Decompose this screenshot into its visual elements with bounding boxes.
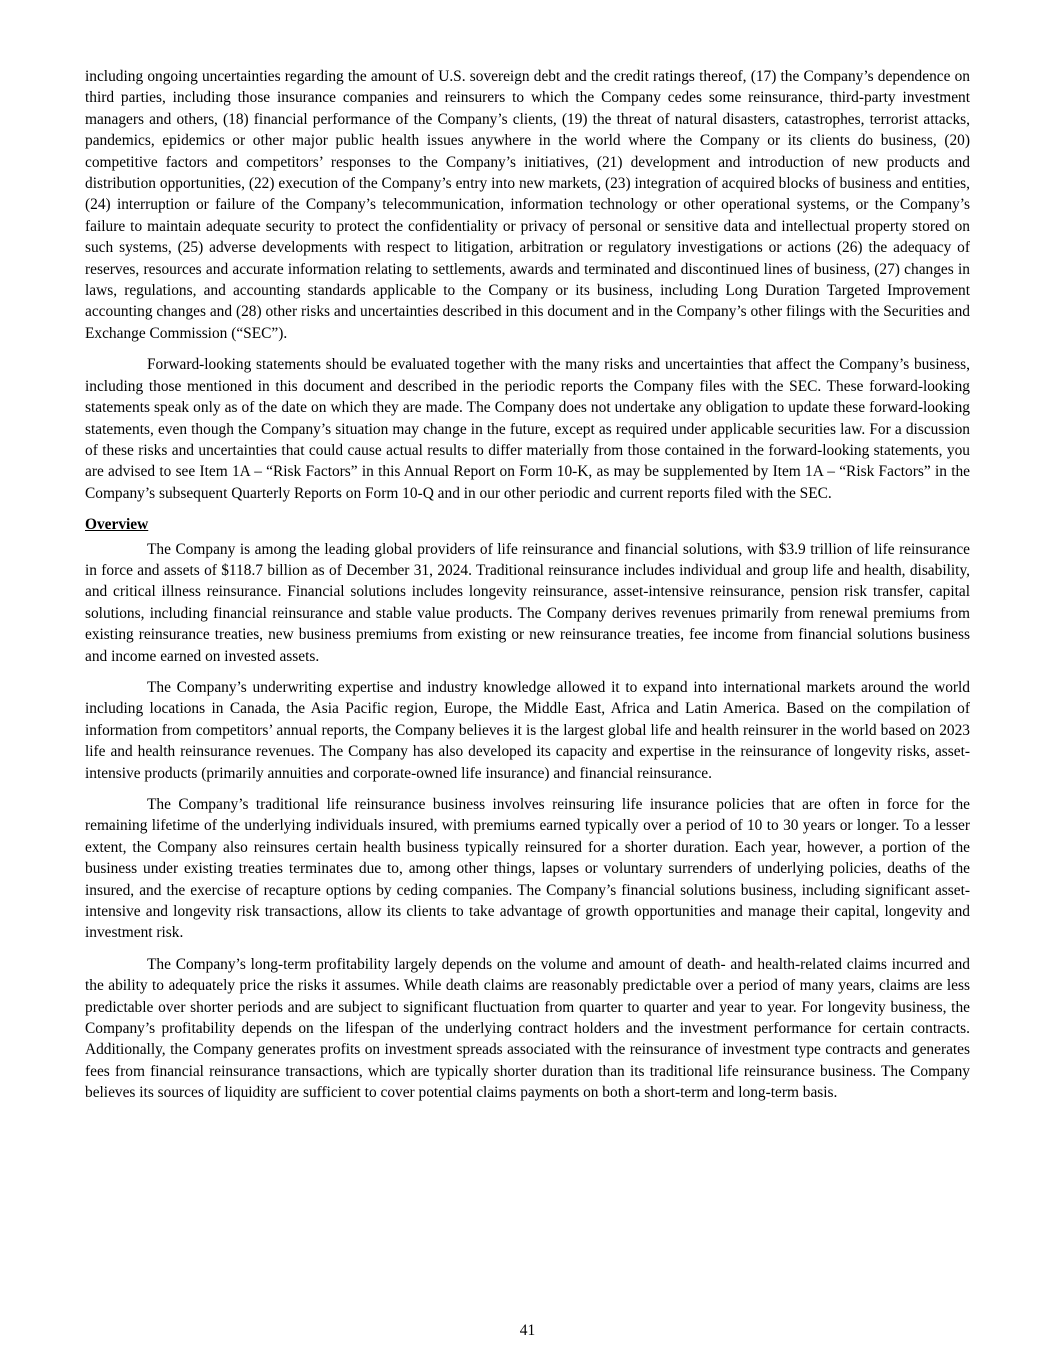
overview-paragraph: The Company’s traditional life reinsurance business involves reinsuring life insurance policies that are often in force for the remaining lifetime of the underlying individuals insured, with premiums earned typically over a period of 10 to 30 years or longer. To a lesser extent, the Company also reinsures certain health business typically reinsured for a shorter duration. Each year, however, a portion of the business under existing treaties terminates due to, among other things, lapses or voluntary surrenders of underlying policies, deaths of the insured, and the exercise of recapture options by ceding companies. The Company’s financial solutions business, including significant asset-intensive and longevity risk transactions, allow its clients to take advantage of growth opportunities and manage their capital, longevity and investment risk. [85,796,970,942]
page-number: 41 [519,1322,536,1339]
overview-heading: Overview [85,516,149,534]
forward-looking-paragraph: Forward-looking statements should be evaluated together with the many risks and uncertainties that affect the Company’s business, including those mentioned in this document and described in the periodic reports the Company files with the SEC. These forward-looking statements speak only as of the date on which they are made. The Company does not undertake any obligation to update these forward-looking statements, even though the Company’s situation may change in the future, except as required under applicable securities law. For a discussion of these risks and uncertainties that could cause actual results to differ materially from those contained in the forward-looking statements, you are advised to see Item 1A – “Risk Factors” in this Annual Report on Form 10-K, as may be supplemented by Item 1A – “Risk Factors” in the Company’s subsequent Quarterly Reports on Form 10-Q and in our other periodic and current reports filed with the SEC. [85,356,970,502]
overview-paragraph: The Company’s underwriting expertise and industry knowledge allowed it to expand into international markets around the world including locations in Canada, the Asia Pacific region, Europe, the Middle East, Africa and Latin America. Based on the compilation of information from competitors’ annual reports, the Company believes it is the largest global life and health reinsurer in the world based on 2023 life and health reinsurance revenues. The Company has also developed its capacity and expertise in the reinsurance of longevity risks, asset-intensive products (primarily annuities and corporate-owned life insurance) and financial reinsurance. [85,678,970,782]
risk-list-paragraph: including ongoing uncertainties regarding the amount of U.S. sovereign debt and the credit ratings thereof, (17) the Company’s dependence on third parties, including those insurance companies and reinsurers to which the Company cedes some reinsurance, third-party investment managers and others, (18) financial performance of the Company’s clients, (19) the threat of natural disasters, catastrophes, terrorist attacks, pandemics, epidemics or other major public health issues anywhere in the world where the Company or its clients do business, (20) competitive factors and competitors’ responses to the Company’s initiatives, (21) development and introduction of new products and distribution opportunities, (22) execution of the Company’s entry into new markets, (23) integration of acquired blocks of business and entities, (24) interruption or failure of the Company’s telecommunication, information technology or other operational systems, or the Company’s failure to maintain adequate security to protect the confidentiality or privacy of personal or sensitive data and intellectual property stored on such systems, (25) adverse developments with respect to litigation, arbitration or regulatory investigations or actions (26) the adequacy of reserves, resources and accurate information relating to settlements, awards and terminated and discontinued lines of business, (27) changes in laws, regulations, and accounting standards applicable to the Company or its business, including Long Duration Targeted Improvement accounting changes and (28) other risks and uncertainties described in this document and in the Company’s other filings with the Securities and Exchange Commission (“SEC”). [85,68,970,342]
overview-paragraph: The Company is among the leading global providers of life reinsurance and financial solutions, with $3.9 trillion of life reinsurance in force and assets of $118.7 billion as of December 31, 2024. Traditional reinsurance includes individual and group life and health, disability, and critical illness reinsurance. Financial solutions includes longevity reinsurance, asset-intensive reinsurance, pension risk transfer, capital solutions, including financial reinsurance and stable value products. The Company derives revenues primarily from renewal premiums from existing reinsurance treaties, new business premiums from existing or new reinsurance treaties, fee income from financial solutions business and income earned on invested assets. [85,540,970,665]
document-body [85,66,970,1114]
overview-paragraph: The Company’s long-term profitability largely depends on the volume and amount of death- and health-related claims incurred and the ability to adequately price the risks it assumes. While death claims are reasonably predictable over a period of many years, claims are less predictable over shorter periods and are subject to significant fluctuation from quarter to quarter and year to year. For longevity business, the Company’s profitability depends on the lifespan of the underlying contract holders and the investment performance for certain contracts. Additionally, the Company generates profits on investment spreads associated with the reinsurance of investment type contracts and generates fees from financial reinsurance transactions, which are typically shorter duration than its traditional life reinsurance business. The Company believes its sources of liquidity are sufficient to cover potential claims payments on both a short-term and long-term basis. [85,955,970,1102]
